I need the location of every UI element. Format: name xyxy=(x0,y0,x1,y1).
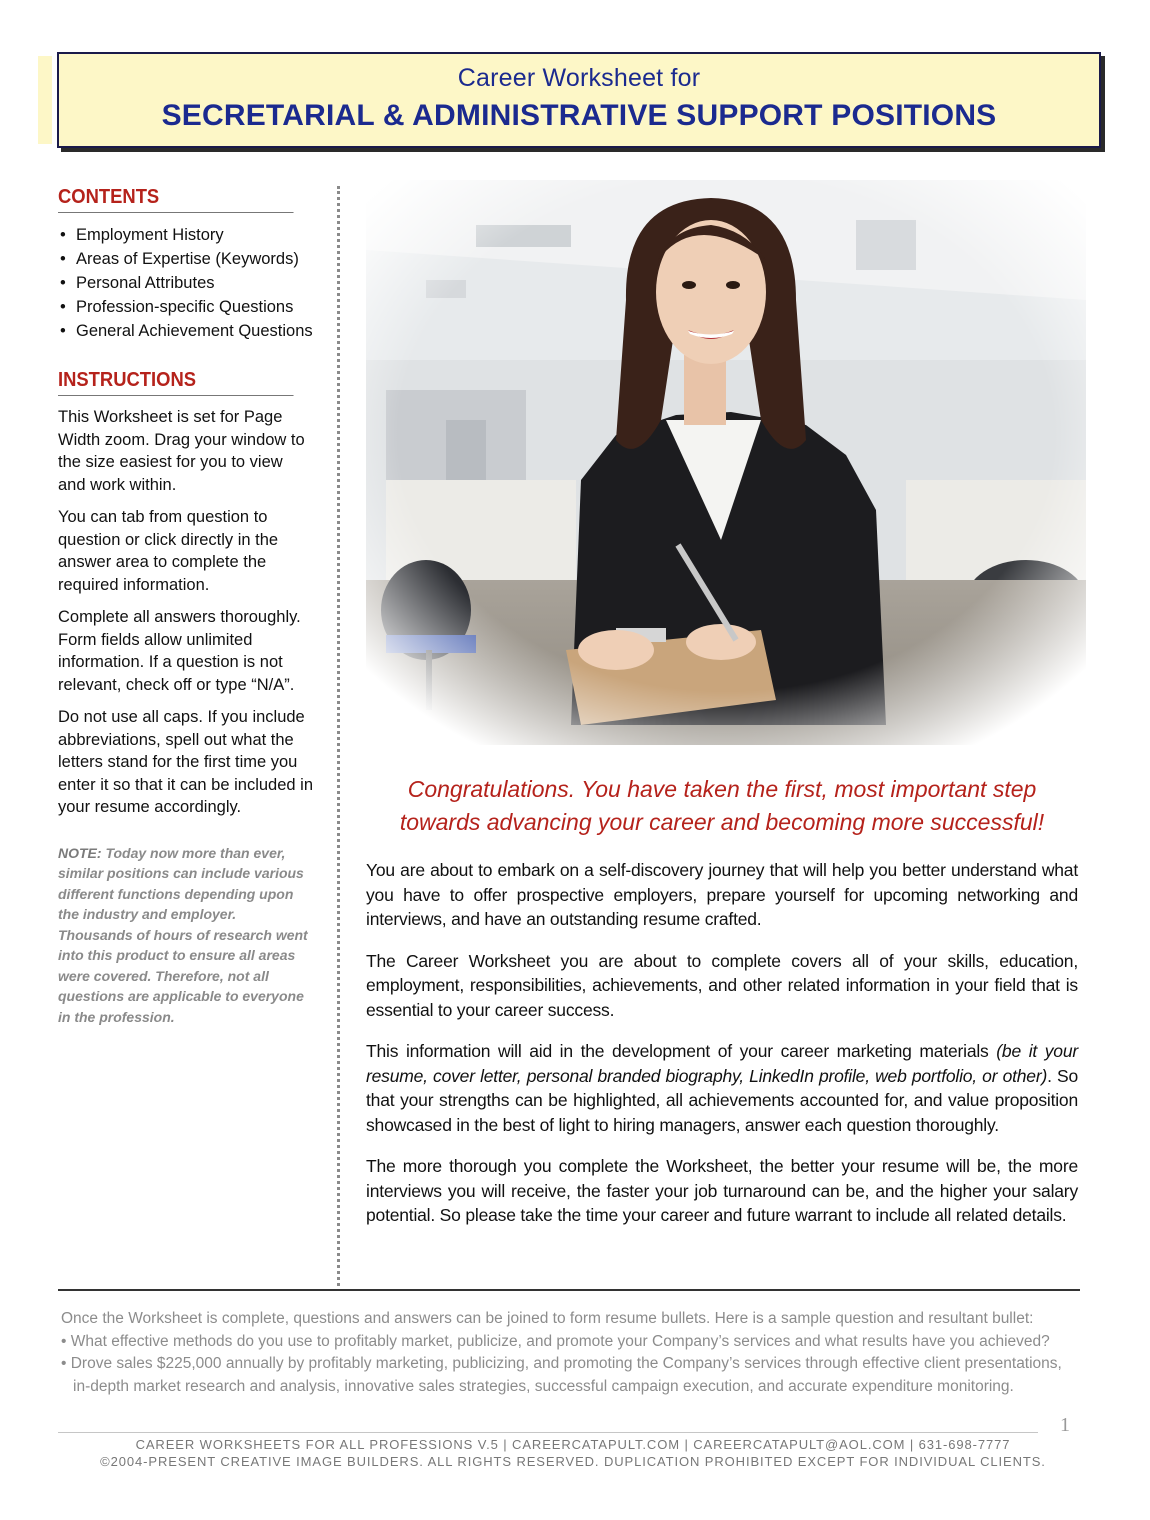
sample-question: • What effective methods do you use to profitably market, publicize, and promote your Company’s services and what results have you achieved? xyxy=(61,1332,1050,1350)
note-block xyxy=(58,843,314,1028)
footer-divider xyxy=(58,1432,1038,1433)
page-number: 1 xyxy=(1060,1414,1070,1436)
sidebar xyxy=(58,186,314,1027)
contents-list xyxy=(58,223,314,343)
congrats-line-1: Congratulations. You have taken the first, most important step xyxy=(407,776,1037,802)
title-line-2: SECRETARIAL & ADMINISTRATIVE SUPPORT POSITIONS xyxy=(161,99,997,132)
congratulations-message xyxy=(366,773,1078,839)
sample-bullet-block xyxy=(61,1308,1091,1398)
para3-start: This information will aid in the development of your career marketing materials xyxy=(366,1041,997,1061)
sample-bullet-line-1: • Drove sales $225,000 annually by profitably marketing, publicizing, and promoting the Company’s services through effective client presentations, xyxy=(61,1355,1062,1372)
instructions-heading: INSTRUCTIONS xyxy=(58,369,294,396)
para3-italic: (be it your resume, cover letter, personal branded biography, LinkedIn profile, web portfolio, or other) xyxy=(366,1041,1078,1086)
contents-item: • Employment History xyxy=(58,223,314,247)
title-line-1: Career Worksheet for xyxy=(457,64,701,92)
title-accent-bar xyxy=(38,56,52,144)
instruction-paragraph: You can tab from question to question or click directly in the answer area to complete the required information. xyxy=(58,508,279,594)
instruction-paragraph: Do not use all caps. If you include abbreviations, spell out what the letters stand for the first time you enter it so that it can be included in your resume accordingly. xyxy=(58,708,313,816)
intro-paragraph-1: You are about to embark on a self-discovery journey that will help you better understand what you have to offer prospective employers, prepare yourself for upcoming networking and interviews, and have an outstanding resume crafted. xyxy=(366,860,1078,929)
instruction-paragraph: Complete all answers thoroughly. Form fields allow unlimited information. If a question is not relevant, check off or type “N/A”. xyxy=(58,608,301,694)
para3-end: . So that your strengths can be highlighted, all achievements accounted for, and value proposition showcased in the best of light to hiring managers, answer each question thoroughly. xyxy=(366,1065,1078,1135)
intro-paragraph-2: The Career Worksheet you are about to complete covers all of your skills, education, employment, responsibilities, achievements, and other related information in your field that is essential to your career success. xyxy=(366,950,1078,1020)
instruction-paragraph: This Worksheet is set for Page Width zoom. Drag your window to the size easiest for you to view and work within. xyxy=(58,408,305,494)
footer xyxy=(58,1436,1088,1470)
intro-paragraph-3 xyxy=(366,1039,1078,1137)
note-label: NOTE: xyxy=(58,844,102,861)
footer-line-2: ©2004-PRESENT CREATIVE IMAGE BUILDERS. ALL RIGHTS RESERVED. DUPLICATION PROHIBITED EXCEPT FOR INDIVIDUAL CLIENTS. xyxy=(100,1454,1046,1469)
instructions-block xyxy=(58,406,314,819)
contents-item: • Profession-specific Questions xyxy=(58,295,314,319)
section-divider xyxy=(58,1289,1080,1291)
contents-item: • General Achievement Questions xyxy=(58,319,314,343)
intro-paragraph-4: The more thorough you complete the Worksheet, the better your resume will be, the more interviews you will receive, the faster your job turnaround can be, and the higher your salary potential. So please take the time your career and future warrant to include all related details. xyxy=(366,1156,1078,1225)
sample-bullet-line-2: in-depth market research and analysis, innovative sales strategies, successful campaign execution, and accurate expenditure monitoring. xyxy=(73,1377,1014,1395)
photo-illustration xyxy=(366,180,1086,745)
intro-body xyxy=(366,858,1078,1245)
contents-item: • Areas of Expertise (Keywords) xyxy=(58,247,314,271)
contents-heading: CONTENTS xyxy=(58,186,294,213)
column-divider xyxy=(337,186,340,1286)
footer-line-1: CAREER WORKSHEETS FOR ALL PROFESSIONS V.5 | CAREERCATAPULT.COM | CAREERCATAPULT@AOL.COM | 631-698-7777 xyxy=(135,1437,1011,1452)
note-text: Today now more than ever, similar positions can include various different functions depending upon the industry and employer. Thousands of hours of research went into this product to ensure all areas were covered. Therefore, not all questions are applicable to everyone in the profession. xyxy=(58,844,308,1025)
congrats-line-2: towards advancing your career and becoming more successful! xyxy=(399,809,1045,835)
sample-intro: Once the Worksheet is complete, questions and answers can be joined to form resume bullets. Here is a sample question and resultant bullet: xyxy=(61,1310,1034,1327)
office-worker-photo xyxy=(366,180,1086,745)
contents-item: • Personal Attributes xyxy=(58,271,314,295)
title-banner xyxy=(57,52,1101,148)
